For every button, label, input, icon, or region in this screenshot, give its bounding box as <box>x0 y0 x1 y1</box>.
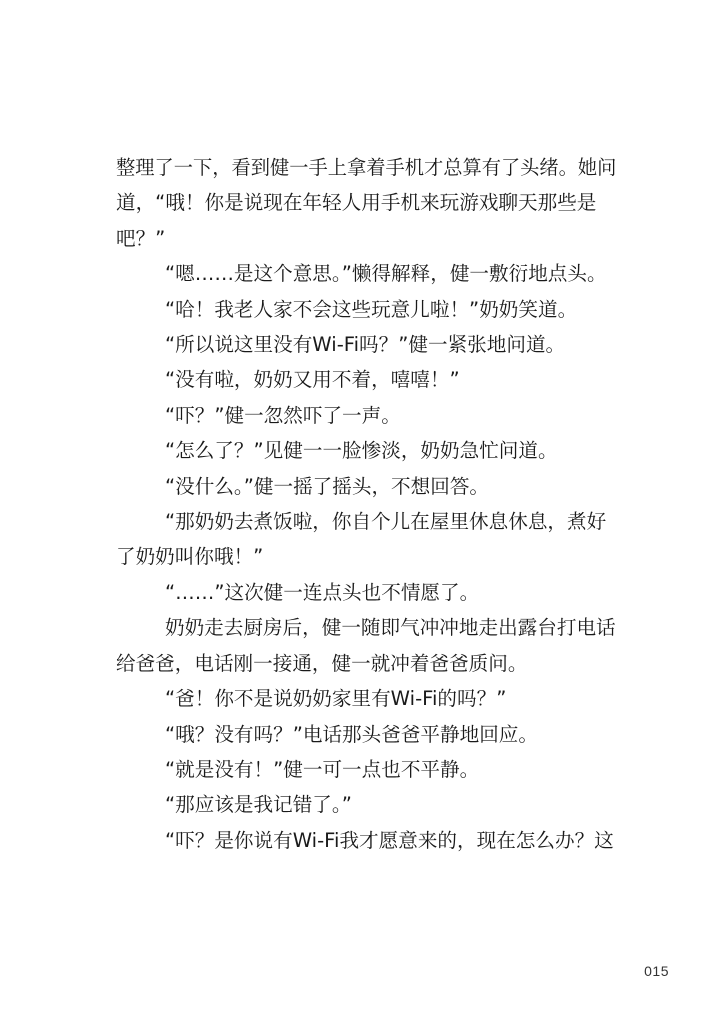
text-line: “嗯……是这个意思。”懒得解释，健一敷衍地点头。 <box>165 262 607 286</box>
text-line: “哈！我老人家不会这些玩意儿啦！”奶奶笑道。 <box>165 297 578 321</box>
paragraph <box>116 681 616 716</box>
text-line: “怎么了？”见健一一脸惨淡，奶奶急忙问道。 <box>165 439 558 463</box>
text-line: “……”这次健一连点头也不情愿了。 <box>165 580 480 604</box>
page-number: 015 <box>644 963 669 979</box>
paragraph <box>116 292 616 327</box>
text-line: “爸！你不是说奶奶家里有Wi-Fi的吗？” <box>165 687 507 711</box>
body-text <box>116 150 616 858</box>
text-line: “所以说这里没有Wi-Fi吗？”健一紧张地问道。 <box>165 333 566 357</box>
paragraph <box>116 256 616 291</box>
text-line: “吓？”健一忽然吓了一声。 <box>165 403 401 427</box>
text-line: 整理了一下，看到健一手上拿着手机才总算有了头绪。她问 <box>116 156 617 179</box>
paragraph <box>116 327 616 362</box>
text-line: “没什么。”健一摇了摇头，不想回答。 <box>165 474 490 498</box>
text-line: “吓？是你说有Wi-Fi我才愿意来的，现在怎么办？这 <box>165 828 614 852</box>
text-line: 吧？” <box>116 226 166 250</box>
text-line: “那应该是我记错了。” <box>165 793 352 817</box>
paragraph <box>116 717 616 752</box>
paragraph <box>116 433 616 468</box>
text-line: 了奶奶叫你哦！” <box>116 545 264 569</box>
text-line: 给爸爸，电话刚一接通，健一就冲着爸爸质问。 <box>116 651 528 675</box>
paragraph <box>116 398 616 433</box>
paragraph <box>116 823 616 858</box>
paragraph <box>116 504 616 575</box>
paragraph <box>116 787 616 822</box>
text-line: “就是没有！”健一可一点也不平静。 <box>165 757 480 781</box>
text-line: “那奶奶去煮饭啦，你自个儿在屋里休息休息，煮好 <box>165 510 607 534</box>
text-line: 奶奶走去厨房后，健一随即气冲冲地走出露台打电话 <box>165 616 616 640</box>
paragraph <box>116 575 616 610</box>
paragraph <box>116 469 616 504</box>
text-line: “哦？没有吗？”电话那头爸爸平静地回应。 <box>165 722 538 746</box>
text-line: 道，“哦！你是说现在年轻人用手机来玩游戏聊天那些是 <box>116 191 597 215</box>
paragraph <box>116 752 616 787</box>
paragraph <box>116 362 616 397</box>
paragraph <box>116 150 616 256</box>
paragraph <box>116 610 616 681</box>
text-line: “没有啦，奶奶又用不着，嘻嘻！” <box>165 368 460 392</box>
